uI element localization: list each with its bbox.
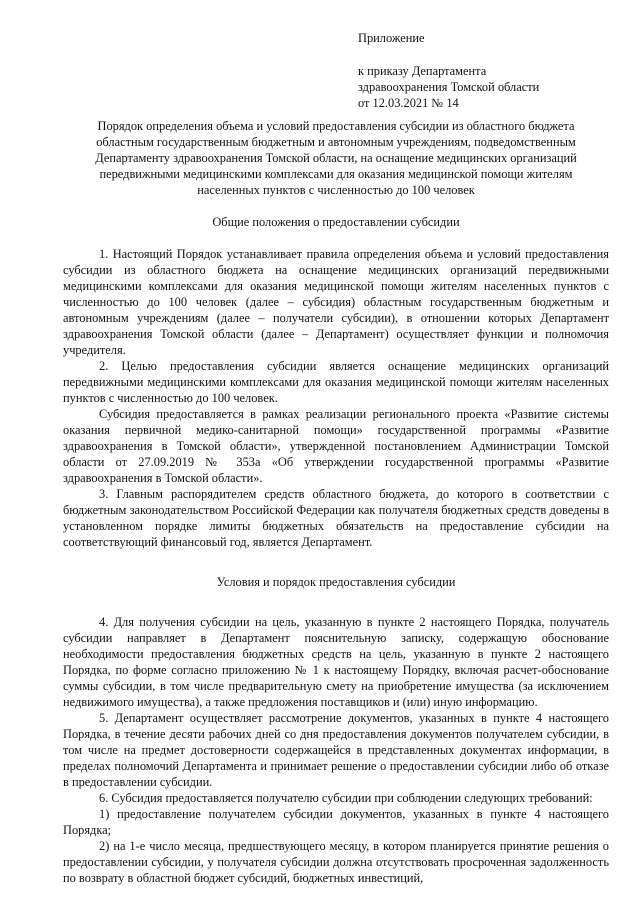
section-heading-conditions: Условия и порядок предоставления субсидии [216, 575, 456, 589]
appendix-date-line: от 12.03.2021 № 14 [358, 96, 459, 110]
paragraph-6-item-1: 1) предоставление получателем субсидии документов, указанных в пункте 4 настоящего Порядка; [63, 807, 609, 837]
paragraph-5: 5. Департамент осуществляет рассмотрение документов, указанных в пункте 4 настоящего Порядка, в течение десяти рабочих дней со дня предоставления документов получателем субсидии, в том числе на предмет достоверности содержащейся в представленных документах информации, в пределах полномочий Департамента и принимает решение о предоставлении субсидии либо об отказе в предоставлении субсидии. [63, 711, 609, 789]
paragraph-1: 1. Настоящий Порядок устанавливает правила определения объема и условий предоставления субсидии из областного бюджета на оснащение медицинских организаций передвижными медицинскими комплексами для оказания медицинской помощи жителям населенных пунктов с численностью до 100 человек (далее – субсидия) областным государственным бюджетным и автономным учреждениям (далее – получатели субсидии), в отношении которых Департамент здравоохранения Томской области (далее – Департамент) осуществляет функции и полномочия учредителя. [63, 247, 609, 357]
paragraph-6: 6. Субсидия предоставляется получателю субсидии при соблюдении следующих требований: [99, 791, 593, 805]
appendix-header [358, 30, 618, 111]
document-body [63, 118, 609, 886]
appendix-department-line: здравоохранения Томской области [358, 80, 540, 94]
paragraph-2-subsidy: Субсидия предоставляется в рамках реализации регионального проекта «Развитие системы оказания первичной медико-санитарной помощи» государственной программы «Развитие здравоохранения в Томской области», утвержденной постановлением Администрации Томской области от 27.09.2019 № 353а «Об утверждении государственной программы «Развитие здравоохранения в Томской области». [63, 407, 609, 485]
document-title: Порядок определения объема и условий предоставления субсидии из областного бюджета областным государственным бюджетным и автономным учреждениям, подведомственным Департаменту здравоохранения Томской области, на оснащение медицинских организаций передвижными медицинскими комплексами для оказания медицинской помощи жителям населенных пунктов с численностью до 100 человек [95, 119, 577, 197]
section-heading-general: Общие положения о предоставлении субсидии [212, 215, 460, 229]
paragraph-4: 4. Для получения субсидии на цель, указанную в пункте 2 настоящего Порядка, получатель субсидии направляет в Департамент пояснительную записку, содержащую обоснование необходимости предоставления бюджетных средств на цель, указанную в пункте 2 настоящего Порядка, по форме согласно приложению № 1 к настоящему Порядку, включая расчет-обоснование суммы субсидии, в том числе предварительную смету на приобретение имущества (за исключением недвижимого имущества), а также предложения поставщиков и (или) иную информацию. [63, 615, 609, 709]
paragraph-3: 3. Главным распорядителем средств областного бюджета, до которого в соответствии с бюджетным законодательством Российской Федерации как получателя бюджетных средств доведены в установленном порядке лимиты бюджетных обязательств на предоставление субсидии на соответствующий финансовый год, является Департамент. [63, 487, 609, 549]
paragraph-6-item-2: 2) на 1-е число месяца, предшествующего месяцу, в котором планируется принятие решения о предоставлении субсидии, у получателя субсидии должна отсутствовать просроченная задолженность по возврату в областной бюджет субсидий, бюджетных инвестиций, [63, 839, 609, 885]
paragraph-2: 2. Целью предоставления субсидии является оснащение медицинских организаций передвижными медицинскими комплексами для оказания медицинской помощи жителям населенных пунктов с численностью до 100 человек. [63, 359, 609, 405]
appendix-order-line: к приказу Департамента [358, 64, 487, 78]
appendix-label: Приложение [358, 31, 425, 45]
